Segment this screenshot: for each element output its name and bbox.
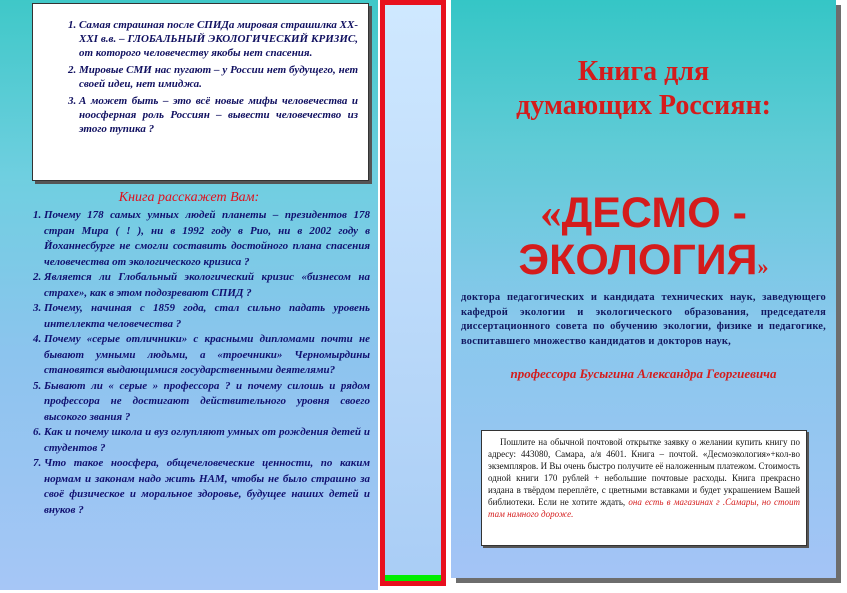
tells-item: 1. Почему 178 самых умных людей планеты – президентов 178 стран Мира ( ! ), ни в 1992 году в Рио, ни в 2002 году в Йоханнесбурге не смогли составить достойного плана спасения человечества от экологического кризиса ?	[44, 208, 370, 270]
desmo-title-text: ЭКОЛОГИЯ	[518, 236, 758, 284]
tells-title: Книга расскажет Вам:	[118, 190, 260, 205]
tells-item: 5. Бывают ли « серые » профессора ? и почему силошь и рядом профессора не достигают действительного уровня своего высокого звания ?	[44, 379, 370, 426]
book-title-line: Книга для	[577, 56, 710, 87]
desmo-title	[451, 190, 836, 290]
desmo-title-line-2	[451, 237, 836, 290]
intro-item: 1. Самая страшная после СПИДа мировая страшилка XX-XXI в.в. – ГЛОБАЛЬНЫЙ ЭКОЛОГИЧЕСКИЙ КРИЗИС, от которого человечеству якобы нет спасения.	[79, 18, 358, 60]
tells-list	[10, 208, 370, 518]
intro-list	[45, 18, 358, 136]
intro-item: 3. А может быть – это всё новые мифы человечества и ноосферная роль Россиян – вывести человечество из этого тупика ?	[79, 94, 358, 136]
spine-green-strip	[385, 575, 441, 581]
intro-box	[32, 3, 369, 181]
author-description: доктора педагогических и кандидата технических наук, заведующего кафедрой экологии и экологического образования, председателя диссертационного совета по обучению экологии, физике и педагогике, воспитавшего множество кандидатов и докторов наук,	[461, 292, 826, 347]
order-text-red: она есть в магазинах г .Самары, но стоит там намного дороже.	[488, 497, 801, 519]
open-quote: «	[540, 190, 562, 237]
order-text	[488, 436, 800, 520]
book-title-line: думающих Россиян:	[516, 90, 771, 121]
order-text-main: Пошлите на обычной почтовой открытке заявку о желании купить книгу по адресу: 443080, Самара, а/я 4601. Книга – почтой. «Десмоэкология»+кол-во экземпляров. И Вы очень быстро получите её наложенным платежом. Стоимость одной книги 170 рублей + небольшие почтовые расходы. Книга прекрасно издана в твёрдом переплёте, с цветными вставками и будет украшением Вашей библиотеки. Если не хотите ждать,	[488, 437, 800, 507]
tells-item: 6. Как и почему школа и вуз оглупляют умных от рождения детей и студентов ?	[44, 425, 370, 456]
author-name: профессора Бусыгина Александра Георгиевича	[510, 366, 777, 381]
book-spine	[380, 0, 446, 586]
intro-item: 2. Мировые СМИ нас пугают – у России нет будущего, нет своей идеи, нет имиджа.	[79, 63, 358, 91]
desmo-title-line-1	[451, 190, 836, 237]
close-quote: »	[757, 254, 769, 279]
desmo-title-text: ДЕСМО -	[561, 189, 747, 237]
tells-item: 7. Что такое ноосфера, общечеловеческие ценности, по каким нормам и законам надо жить НАМ, чтобы не было страшно за своё физическое и моральное здоровье, будущее наших детей и внуков ?	[44, 456, 370, 518]
book-title	[451, 55, 836, 123]
tells-item: 3. Почему, начиная с 1859 года, стал сильно падать уровень интеллекта человечества ?	[44, 301, 370, 332]
order-info-box	[481, 430, 807, 546]
tells-item: 2. Является ли Глобальный экологический кризис «бизнесом на страхе», как в этом подозревают СПИД ?	[44, 270, 370, 301]
left-cover-panel	[0, 0, 378, 590]
tells-item: 4. Почему «серые отличники» с красными дипломами почти не бывают умными людьми, а «троечники» Черномырдины становятся выдающимися государственными деятелями?	[44, 332, 370, 379]
